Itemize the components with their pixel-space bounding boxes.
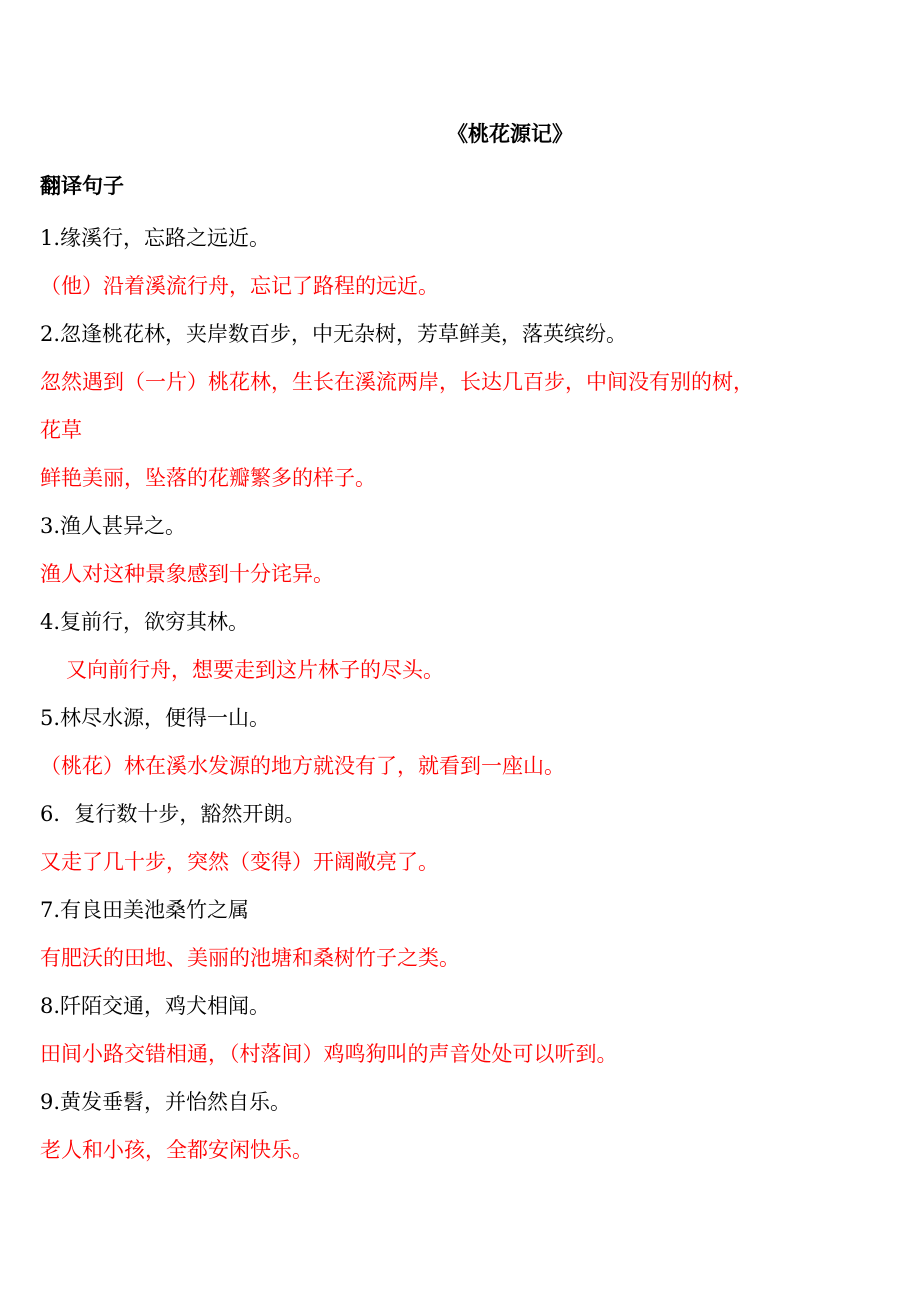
answer-1: （他）沿着溪流行舟，忘记了路程的远近。 — [40, 274, 439, 298]
question-4: 4.复前行，欲穷其林。 — [40, 610, 250, 634]
document-title: 《桃花源记》 — [447, 122, 573, 146]
answer-3: 渔人对这种景象感到十分诧异。 — [40, 562, 334, 586]
question-6: 6．复行数十步，豁然开朗。 — [40, 802, 306, 826]
answer-9: 老人和小孩，全都安闲快乐。 — [40, 1138, 313, 1162]
answer-5: （桃花）林在溪水发源的地方就没有了，就看到一座山。 — [40, 754, 565, 778]
translation-list — [40, 214, 880, 1174]
answer-2-line-1: 忽然遇到（一片）桃花林，生长在溪流两岸，长达几百步，中间没有别的树， — [40, 370, 754, 394]
question-9: 9.黄发垂髫，并怡然自乐。 — [40, 1090, 292, 1114]
answer-7: 有肥沃的田地、美丽的池塘和桑树竹子之类。 — [40, 946, 460, 970]
section-heading: 翻译句子 — [40, 174, 124, 198]
answer-8: 田间小路交错相通，（村落间）鸡鸣狗叫的声音处处可以听到。 — [40, 1042, 618, 1066]
question-1: 1.缘溪行，忘路之远近。 — [40, 226, 271, 250]
answer-2-line-3: 鲜艳美丽，坠落的花瓣繁多的样子。 — [40, 466, 376, 490]
answer-4: 又向前行舟，想要走到这片林子的尽头。 — [66, 658, 444, 682]
question-2: 2.忽逢桃花林，夹岸数百步，中无杂树，芳草鲜美，落英缤纷。 — [40, 322, 628, 346]
question-5: 5.林尽水源，便得一山。 — [40, 706, 271, 730]
question-8: 8.阡陌交通，鸡犬相闻。 — [40, 994, 271, 1018]
answer-6: 又走了几十步，突然（变得）开阔敞亮了。 — [40, 850, 439, 874]
answer-2-line-2: 花草 — [40, 418, 82, 442]
question-7: 7.有良田美池桑竹之属 — [40, 898, 250, 922]
question-3: 3.渔人甚异之。 — [40, 514, 187, 538]
title-area — [0, 0, 920, 200]
